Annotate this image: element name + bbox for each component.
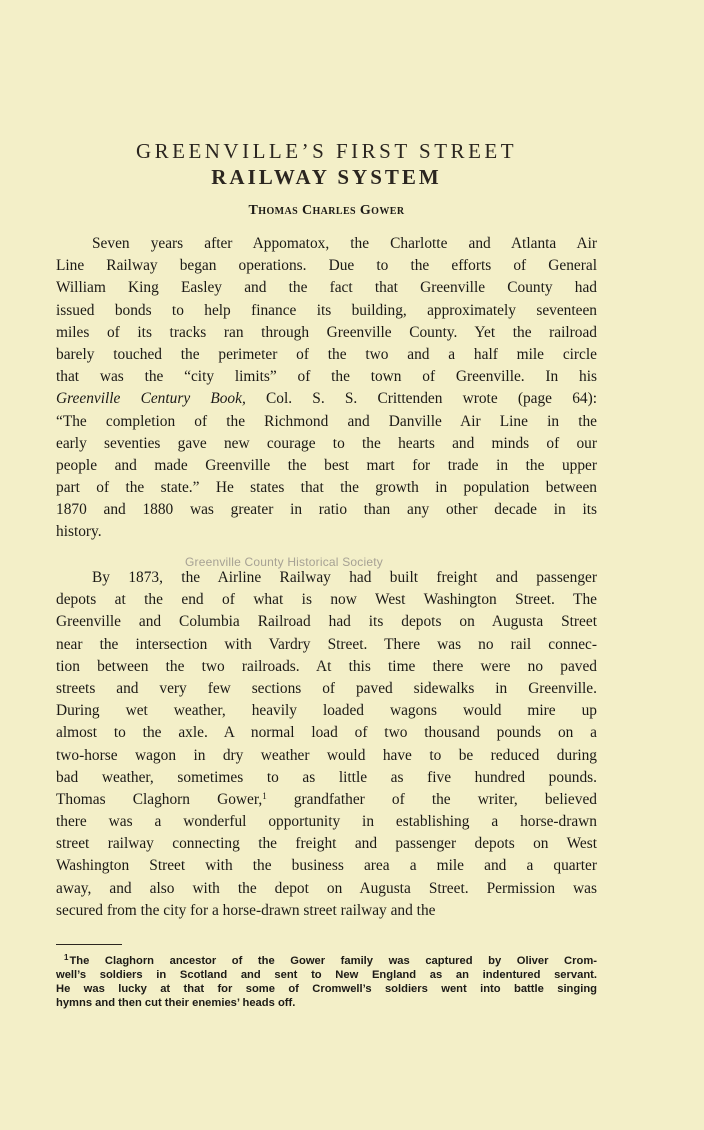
text-line: “The completion of the Richmond and Danville Air Line in the [56,412,597,430]
text-line: early seventies gave new courage to the hearts and minds of our [56,434,597,452]
text-line: William King Easley and the fact that Greenville County had [56,279,597,297]
footnote-line: hymns and then cut their enemies’ heads off. [56,997,296,1009]
text-line: there was a wonderful opportunity in establishing a horse-drawn [56,813,597,831]
text-line: issued bonds to help finance its building, approximately seventeen [56,301,597,319]
text-line: bad weather, sometimes to as little as five hundred pounds. [56,768,597,786]
paragraph-2 [56,567,597,922]
text-line: two-horse wagon in dry weather would have to be reduced during [56,746,597,764]
text-run: grandfather of the writer, believed [293,790,597,808]
text-line: away, and also with the depot on Augusta Street. Permission was [56,879,597,897]
text-run: Col. S. S. Crittenden wrote (page 64): [266,390,597,408]
text-line: part of the state.” He states that the growth in population between [56,479,597,497]
text-line: near the intersection with Vardry Street. There was no rail connec- [56,635,597,653]
text-line: Greenville and Columbia Railroad had its depots on Augusta Street [56,613,597,631]
text-line [56,789,597,811]
text-line: 1870 and 1880 was greater in ratio than any other decade in its [56,501,597,519]
text-line: Line Railway began operations. Due to the efforts of General [56,257,597,275]
text-line: By 1873, the Airline Railway had built freight and passenger [92,569,597,586]
text-line: During wet weather, heavily loaded wagons would mire up [56,702,597,720]
footnote-line: well’s soldiers in Scotland and sent to New England as an indentured servant. [56,969,597,981]
book-title: Greenville Century Book, [56,390,246,408]
text-line: street railway connecting the freight and passenger depots on West [56,835,597,853]
text-line: almost to the axle. A normal load of two thousand pounds on a [56,724,597,742]
text-line: depots at the end of what is now West Washington Street. The [56,591,597,609]
text-line: barely touched the perimeter of the two and a half mile circle [56,345,597,363]
text-line: miles of its tracks ran through Greenville County. Yet the railroad [56,323,597,341]
text-line [56,388,597,410]
text-line: Seven years after Appomatox, the Charlotte and Atlanta Air [92,235,597,252]
footnote [56,954,597,1010]
text-line: that was the “city limits” of the town of Greenville. In his [56,368,597,386]
text-line: Washington Street with the business area a mile and a quarter [56,857,597,875]
text-run: The Claghorn ancestor of the Gower family was captured by Oliver Crom- [69,955,597,967]
article-title-line-1: GREENVILLE’S FIRST STREET [135,139,518,163]
author-byline: Thomas Charles Gower [248,203,405,218]
footnote-line [56,954,597,968]
footnote-marker: 1 [64,953,69,962]
text-line: streets and very few sections of paved sidewalks in Greenville. [56,679,597,697]
article-title-line-2: RAILWAY SYSTEM [211,165,442,189]
footnote-divider [56,944,122,945]
text-line: history. [56,523,102,541]
text-line: people and made Greenville the best mart for trade in the upper [56,456,597,474]
text-line: tion between the two railroads. At this time there were no paved [56,657,597,675]
footnote-reference[interactable]: 1 [262,790,267,801]
paragraph-1 [56,233,597,544]
text-run: Thomas Claghorn Gower, [56,790,263,808]
watermark: Greenville County Historical Society [185,555,383,569]
footnote-line: He was lucky at that for some of Cromwell’s soldiers went into battle singing [56,983,597,995]
text-line: secured from the city for a horse-drawn street railway and the [56,901,436,919]
